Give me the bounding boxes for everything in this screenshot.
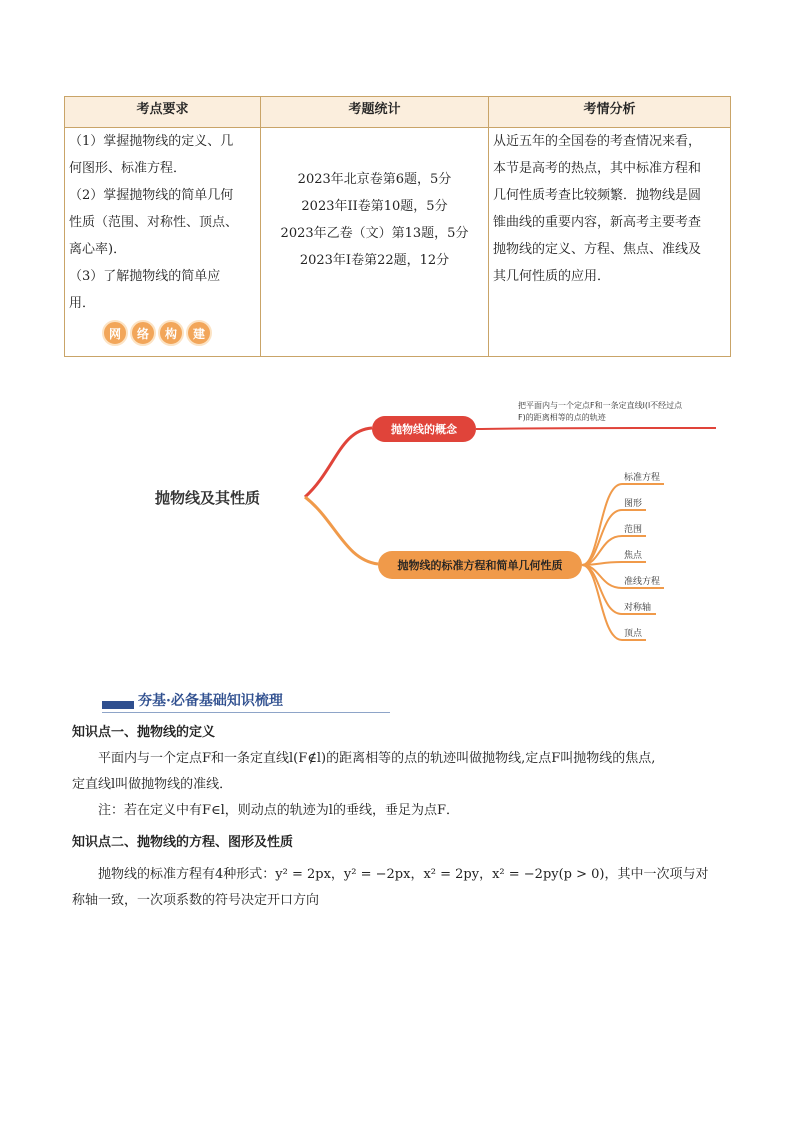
kp1-title: 知识点一、抛物线的定义 [72, 725, 216, 740]
stat-line: 2023年乙卷（文）第13题，5分 [280, 226, 469, 241]
branch2-label: 抛物线的标准方程和简单几何性质 [397, 559, 563, 572]
leaf-range: 范围 [624, 525, 643, 535]
leaf-axis-of-symmetry: 对称轴 [624, 603, 652, 613]
kp1-definition-cont: 定直线l叫做抛物线的准线． [72, 777, 233, 792]
leaf-connectors [582, 484, 664, 640]
exam-analysis-table [64, 96, 731, 357]
requirement-line: （3）了解抛物线的简单应 [69, 269, 221, 284]
kp1-definition: 平面内与一个定点F和一条定直线l(F∉l)的距离相等的点的轨迹叫做抛物线,定点F叫抛物线的焦点, [98, 751, 656, 766]
branch1-note-line1: 把平面内与一个定点F和一条定直线l(l不经过点 [518, 401, 683, 410]
requirement-line: 离心率)． [69, 242, 127, 257]
stat-line: 2023年I卷第22题，12分 [299, 253, 450, 268]
kp2-title: 知识点二、抛物线的方程、图形及性质 [72, 835, 294, 850]
requirement-line: （1）掌握抛物线的定义、几 [69, 134, 234, 149]
branch2-connector [305, 497, 378, 564]
kp2-forms: 抛物线的标准方程有4种形式：y² = 2px，y² = −2px，x² = 2py，x² = −2py(p > 0)，其中一次项与对 [98, 867, 709, 882]
knowledge-point-2 [72, 830, 732, 914]
analysis-line: 从近五年的全国卷的考查情况来看， [493, 134, 702, 149]
branch1-note-line2: F)的距离相等的点的轨迹 [518, 413, 606, 422]
stat-line: 2023年北京卷第6题，5分 [297, 172, 452, 187]
statistics-cell [261, 128, 489, 357]
analysis-line: 其几何性质的应用． [493, 269, 611, 284]
leaf-directrix: 准线方程 [624, 577, 661, 587]
requirement-line: 性质（范围、对称性、顶点、 [69, 215, 239, 230]
analysis-line: 几何性质考查比较频繁．抛物线是圆 [493, 188, 702, 203]
badge-char: 建 [186, 320, 212, 346]
mindmap-root: 抛物线及其性质 [155, 489, 261, 507]
header-analysis: 考情分析 [489, 97, 731, 128]
header-statistics: 考题统计 [261, 97, 489, 128]
kp2-forms-cont: 称轴一致，一次项系数的符号决定开口方向 [72, 893, 320, 908]
kp1-note: 注：若在定义中有F∈l，则动点的轨迹为l的垂线，垂足为点F． [98, 803, 459, 818]
section-bar [102, 701, 134, 709]
leaf-focus: 焦点 [624, 551, 643, 561]
analysis-line: 锥曲线的重要内容，新高考主要考查 [493, 215, 702, 230]
knowledge-point-1 [72, 720, 732, 824]
analysis-line: 本节是高考的热点，其中标准方程和 [493, 161, 702, 176]
branch1-line [476, 428, 716, 429]
header-requirements: 考点要求 [65, 97, 261, 128]
branch1-connector [305, 428, 372, 497]
mind-map [0, 380, 794, 660]
section-header [102, 690, 390, 713]
leaf-vertex: 顶点 [624, 629, 643, 639]
analysis-cell [489, 128, 731, 357]
requirement-line: 何图形、标准方程． [69, 161, 187, 176]
requirement-line: （2）掌握抛物线的简单几何 [69, 188, 234, 203]
analysis-line: 抛物线的定义、方程、焦点、准线及 [493, 242, 702, 257]
leaf-graph: 图形 [624, 499, 643, 509]
section-title: 夯基·必备基础知识梳理 [138, 693, 283, 709]
branch1-label: 抛物线的概念 [391, 423, 457, 436]
network-badge [102, 320, 212, 350]
badge-char: 络 [130, 320, 156, 346]
badge-char: 构 [158, 320, 184, 346]
badge-char: 网 [102, 320, 128, 346]
requirement-line: 用． [69, 296, 96, 311]
stat-line: 2023年II卷第10题，5分 [301, 199, 448, 214]
leaf-standard-equation: 标准方程 [624, 473, 661, 483]
